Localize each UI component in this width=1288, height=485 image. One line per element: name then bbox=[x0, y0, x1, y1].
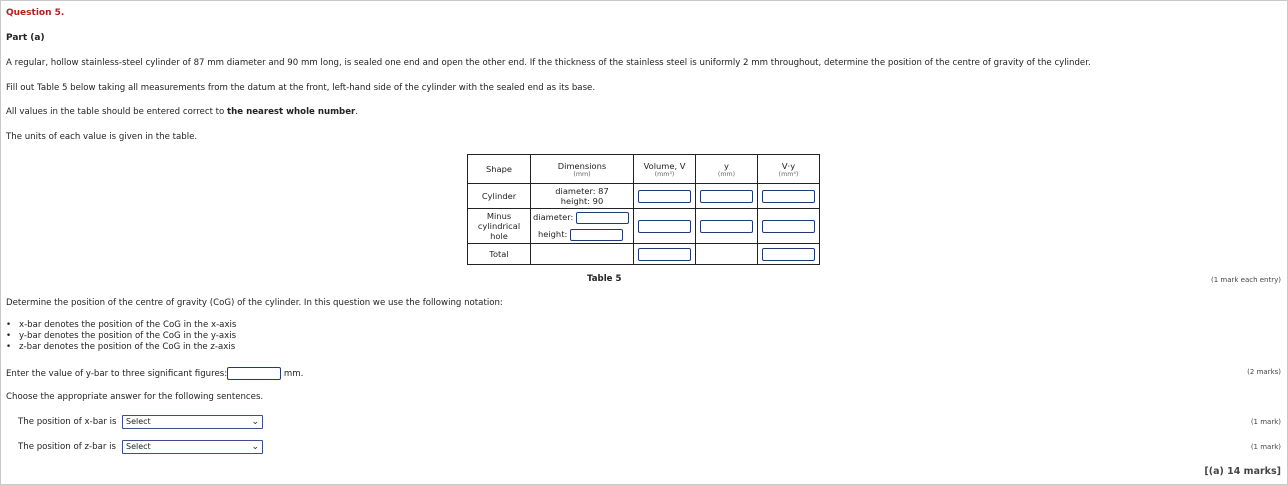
table-marks: (1 mark each entry) bbox=[1210, 276, 1281, 284]
zbar-marks: (1 mark) bbox=[1250, 443, 1281, 451]
vy-hole-input[interactable] bbox=[762, 220, 815, 233]
fill-out-instruction: Fill out Table 5 below taking all measurements from the datum at the front, left-hand side of the cylinder with the sealed end as its base. bbox=[6, 83, 596, 93]
cell-volume-total bbox=[634, 244, 696, 265]
header-vy bbox=[758, 155, 820, 184]
y-cylinder-input[interactable] bbox=[700, 190, 753, 203]
chevron-down-icon: ⌄ bbox=[251, 417, 259, 427]
cell-volume-cylinder bbox=[634, 184, 696, 209]
question-title: Question 5. bbox=[6, 8, 65, 18]
list-item bbox=[6, 320, 236, 331]
rounding-prefix: All values in the table should be entered correct to bbox=[6, 107, 228, 117]
xbar-marks: (1 mark) bbox=[1250, 418, 1281, 426]
cell-vy-total bbox=[758, 244, 820, 265]
xbar-label: The position of x-bar is bbox=[18, 417, 117, 427]
xbar-select-value: Select bbox=[126, 417, 151, 426]
cylinder-diameter-text: diameter: 87 bbox=[555, 186, 609, 196]
part-heading: Part (a) bbox=[6, 33, 45, 43]
minus-text: Minus bbox=[486, 211, 512, 221]
zbar-select-value: Select bbox=[126, 442, 151, 451]
list-item bbox=[6, 342, 236, 353]
rounding-suffix: . bbox=[355, 107, 358, 117]
header-y-unit: (mm) bbox=[717, 170, 736, 178]
hole-text: hole bbox=[490, 231, 508, 241]
notation-list bbox=[6, 320, 236, 353]
vy-total-input[interactable] bbox=[762, 248, 815, 261]
cell-dimensions-minus-hole bbox=[531, 209, 634, 244]
ybar-label: Enter the value of y-bar to three significant figures: bbox=[6, 369, 228, 379]
table-header-row bbox=[468, 155, 820, 184]
rounding-emphasis: the nearest whole number bbox=[227, 107, 356, 117]
bullet-icon: • bbox=[6, 320, 12, 330]
part-total-marks: [(a) 14 marks] bbox=[1204, 466, 1281, 477]
cell-y-minus-hole bbox=[696, 209, 758, 244]
header-volume-label: Volume, V bbox=[643, 160, 686, 171]
cell-dimensions-total bbox=[531, 244, 634, 265]
ybar-marks: (2 marks) bbox=[1247, 368, 1281, 376]
cell-shape-minus-hole bbox=[468, 209, 531, 244]
header-volume-unit: (mm³) bbox=[654, 170, 675, 178]
chevron-down-icon: ⌄ bbox=[251, 442, 259, 452]
hole-diameter-input[interactable] bbox=[576, 212, 629, 224]
y-hole-input[interactable] bbox=[700, 220, 753, 233]
ybar-unit: mm. bbox=[283, 369, 304, 379]
table-row-minus-hole bbox=[468, 209, 820, 244]
cell-dimensions-cylinder bbox=[531, 184, 634, 209]
header-shape-label: Shape bbox=[486, 164, 512, 174]
ybar-row bbox=[6, 367, 303, 380]
cylinder-height-text: height: 90 bbox=[560, 196, 604, 206]
volume-total-input[interactable] bbox=[638, 248, 691, 261]
header-volume bbox=[634, 155, 696, 184]
header-y-label: y bbox=[724, 160, 729, 171]
rounding-instruction bbox=[6, 107, 358, 117]
cylindrical-text: cylindrical bbox=[477, 221, 521, 231]
hole-height-input[interactable] bbox=[570, 229, 623, 241]
cell-shape-total: Total bbox=[468, 244, 531, 265]
header-vy-unit: (mm⁴) bbox=[778, 170, 799, 178]
volume-hole-input[interactable] bbox=[638, 220, 691, 233]
header-vy-label: V·y bbox=[781, 160, 796, 171]
cell-vy-cylinder bbox=[758, 184, 820, 209]
question-intro: A regular, hollow stainless-steel cylinder of 87 mm diameter and 90 mm long, is sealed one end and open the other end. If the thickness of the stainless steel is uniformly 2 mm throughout, determine the position of the centre of gravity of the cylinder. bbox=[6, 58, 1091, 68]
vy-cylinder-input[interactable] bbox=[762, 190, 815, 203]
hole-diameter-row bbox=[533, 209, 633, 226]
table-caption: Table 5 bbox=[587, 274, 622, 284]
cell-y-total bbox=[696, 244, 758, 265]
xbar-select[interactable] bbox=[122, 415, 263, 429]
cell-volume-minus-hole bbox=[634, 209, 696, 244]
header-y bbox=[696, 155, 758, 184]
bullet-icon: • bbox=[6, 331, 12, 341]
zbar-select[interactable] bbox=[122, 440, 263, 454]
choose-instruction: Choose the appropriate answer for the following sentences. bbox=[6, 392, 264, 402]
header-dimensions bbox=[531, 155, 634, 184]
cell-shape-cylinder: Cylinder bbox=[468, 184, 531, 209]
cell-vy-minus-hole bbox=[758, 209, 820, 244]
table-5 bbox=[467, 154, 820, 265]
table-row-cylinder bbox=[468, 184, 820, 209]
units-note: The units of each value is given in the table. bbox=[6, 132, 198, 142]
hole-height-row bbox=[533, 226, 633, 243]
ybar-input[interactable] bbox=[227, 367, 281, 380]
table-row-total bbox=[468, 244, 820, 265]
hole-height-label: height: bbox=[538, 229, 568, 239]
note-ybar: y-bar denotes the position of the CoG in the y-axis bbox=[19, 331, 237, 341]
hole-diameter-label: diameter: bbox=[533, 212, 574, 222]
header-shape bbox=[468, 155, 531, 184]
header-dimensions-label: Dimensions bbox=[557, 160, 607, 171]
volume-cylinder-input[interactable] bbox=[638, 190, 691, 203]
header-dimensions-unit: (mm) bbox=[573, 170, 591, 178]
zbar-label: The position of z-bar is bbox=[18, 442, 116, 452]
cog-instruction: Determine the position of the centre of gravity (CoG) of the cylinder. In this question we use the following notation: bbox=[6, 298, 503, 308]
list-item bbox=[6, 331, 236, 342]
note-zbar: z-bar denotes the position of the CoG in the z-axis bbox=[19, 342, 236, 352]
cell-y-cylinder bbox=[696, 184, 758, 209]
note-xbar: x-bar denotes the position of the CoG in the x-axis bbox=[19, 320, 237, 330]
bullet-icon: • bbox=[6, 342, 12, 352]
